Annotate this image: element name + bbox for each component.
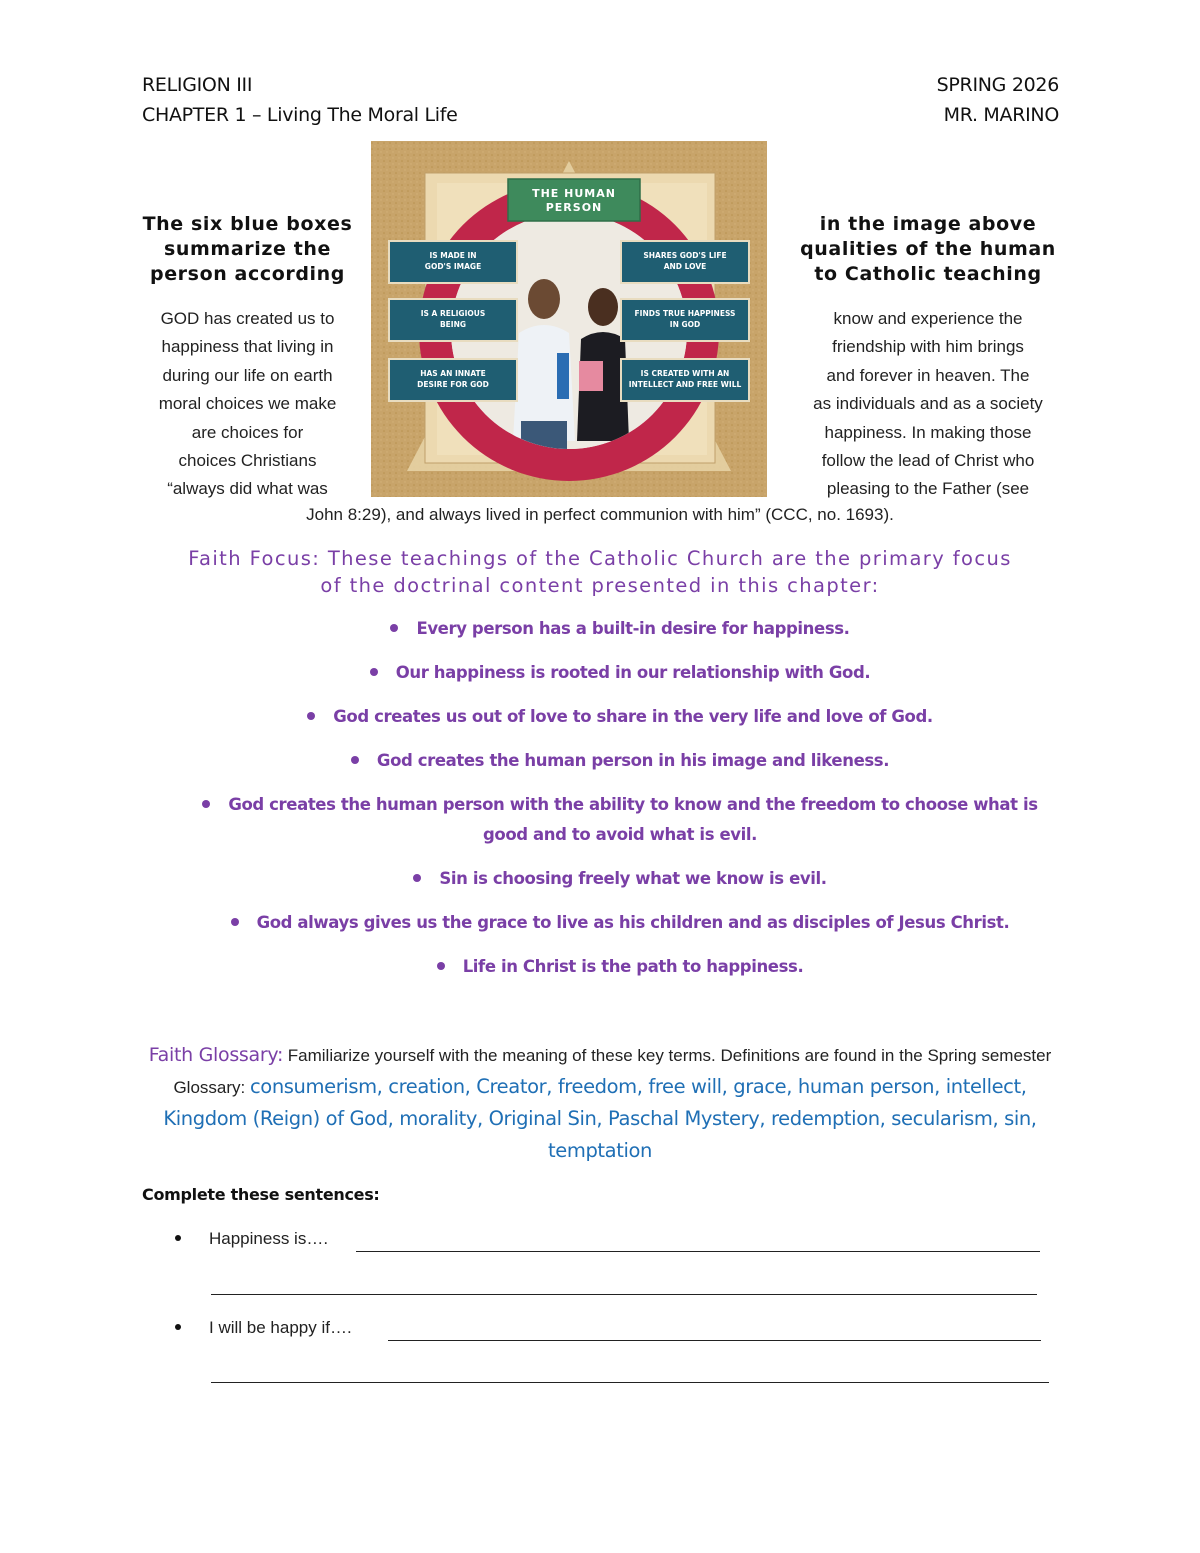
svg-text:DESIRE FOR GOD: DESIRE FOR GOD [417,380,489,389]
illustration-title-line1: THE HUMAN [532,187,616,200]
faith-glossary [140,1040,1060,1167]
course-title: RELIGION III [142,74,253,96]
answer-line-happy-if-1[interactable] [388,1339,1041,1341]
box-religious-being [389,299,517,341]
svg-text:FINDS TRUE HAPPINESS: FINDS TRUE HAPPINESS [634,309,736,318]
bullet-icon [175,1324,181,1330]
answer-line-happiness-2[interactable] [211,1293,1037,1295]
box-true-happiness [621,299,749,341]
bullet-icon [413,874,421,882]
answer-line-happiness-1[interactable] [356,1250,1040,1252]
svg-text:HAS AN INNATE: HAS AN INNATE [420,369,486,378]
bullet-icon [390,624,398,632]
faith-focus-title: Faith Focus: These teachings of the Catholic Church are the primary focus of the doctrinal content presented in this chapter: [188,547,1012,597]
human-person-graphic [371,141,767,497]
intro-heading-right: in the image above qualities of the human to Catholic teaching [800,213,1056,285]
exercise-heading: Complete these sentences: [142,1185,380,1204]
box-innate-desire [389,359,517,401]
svg-text:SHARES GOD'S LIFE: SHARES GOD'S LIFE [643,251,727,260]
list-item: Life in Christ is the path to happiness. [160,952,1080,982]
list-item: Sin is choosing freely what we know is evil. [160,864,1080,894]
illustration-title-line2: PERSON [545,201,603,214]
bullet-icon [202,800,210,808]
bullet-icon [307,712,315,720]
box-made-in-image [389,241,517,283]
list-item: Every person has a built-in desire for happiness. [160,614,1080,644]
bullet-icon [175,1235,181,1241]
svg-text:INTELLECT AND FREE WILL: INTELLECT AND FREE WILL [628,380,742,389]
term-label: SPRING 2026 [936,74,1059,96]
prompt-happy-if: I will be happy if…. [175,1318,352,1338]
svg-text:IS A RELIGIOUS: IS A RELIGIOUS [420,309,486,318]
intro-text-left: GOD has created us to happiness that living in during our life on earth moral choices we make are choices for choices Christians “always did what was [158,309,337,499]
svg-text:BEING: BEING [439,320,467,329]
list-item: God creates us out of love to share in the very life and love of God. [160,702,1080,732]
svg-text:AND LOVE: AND LOVE [663,262,707,271]
box-shares-life [621,241,749,283]
bullet-icon [370,668,378,676]
list-item: God creates the human person in his image and likeness. [160,746,1080,776]
intro-text-right: know and experience the friendship with him brings and forever in heaven. The as individuals and as a society happiness. In making those follow the lead of Christ who pleasing to the Father (see [813,309,1043,499]
list-item: God always gives us the grace to live as his children and as disciples of Jesus Christ. [160,908,1080,938]
svg-text:IS MADE IN: IS MADE IN [429,251,477,260]
prompt-happiness: Happiness is…. [175,1229,328,1249]
list-item: God creates the human person with the ability to know and the freedom to choose what is good and to avoid what is evil. [160,790,1080,850]
glossary-intro: Familiarize yourself with the meaning of these key terms. Definitions are found in the Spring semester Glossary: [173,1046,1052,1097]
teacher-name: MR. MARINO [943,104,1059,126]
glossary-terms: consumerism, creation, Creator, freedom, free will, grace, human person, intellect, Kingdom (Reign) of God, morality, Original Sin, Paschal Mystery, redemption, secularism, sin, temptation [163,1075,1037,1162]
human-person-illustration [371,141,767,497]
intro-heading-left: The six blue boxes summarize the person according [142,213,353,285]
chapter-title: CHAPTER 1 – Living The Moral Life [142,104,458,126]
svg-text:GOD'S IMAGE: GOD'S IMAGE [424,262,482,271]
svg-text:IS CREATED WITH AN: IS CREATED WITH AN [640,369,730,378]
faith-focus-list [160,614,1080,996]
intro-final-line: John 8:29), and always lived in perfect communion with him” (CCC, no. 1693). [306,505,894,524]
bullet-icon [231,918,239,926]
list-item: Our happiness is rooted in our relationship with God. [160,658,1080,688]
svg-text:IN GOD: IN GOD [669,320,701,329]
bullet-icon [351,756,359,764]
bullet-icon [437,962,445,970]
answer-line-happy-if-2[interactable] [211,1381,1049,1383]
glossary-label: Faith Glossary: [148,1044,284,1066]
box-intellect-free-will [621,359,749,401]
